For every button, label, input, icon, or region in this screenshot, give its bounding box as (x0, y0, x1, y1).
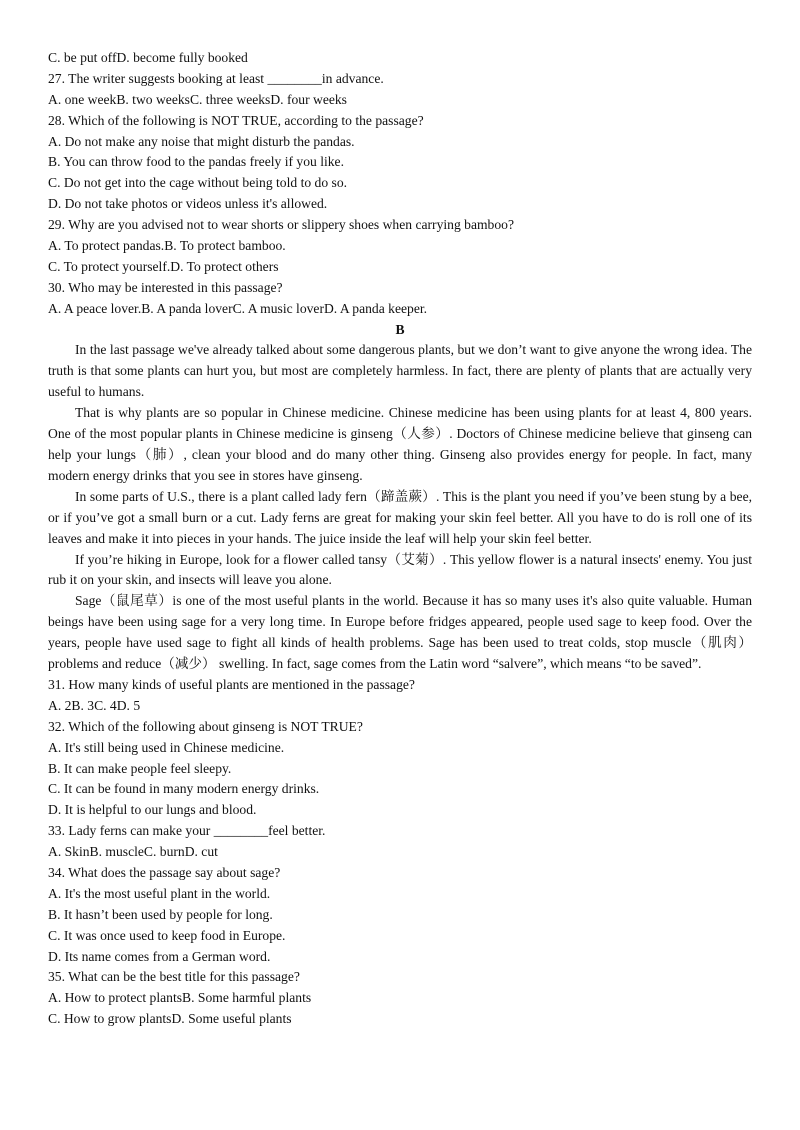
options-30: A. A peace lover.B. A panda loverC. A music loverD. A panda keeper. (48, 300, 428, 316)
question-31: 31. How many kinds of useful plants are mentioned in the passage? (48, 676, 415, 692)
section-heading: B (395, 321, 405, 337)
option-34c: C. It was once used to keep food in Europe. (48, 927, 286, 943)
question-block-bottom (48, 675, 752, 1030)
options-27: A. one weekB. two weeksC. three weeksD. four weeks (48, 91, 347, 107)
options-33: A. SkinB. muscleC. burnD. cut (48, 844, 218, 860)
options-35ab: A. How to protect plantsB. Some harmful plants (48, 990, 312, 1006)
question-28: 28. Which of the following is NOT TRUE, according to the passage? (48, 112, 424, 128)
option-34a: A. It's the most useful plant in the world. (48, 885, 271, 901)
passage-b (48, 340, 752, 675)
options-31: A. 2B. 3C. 4D. 5 (48, 697, 141, 713)
question-29: 29. Why are you advised not to wear shorts or slippery shoes when carrying bamboo? (48, 217, 514, 233)
question-block-top (48, 48, 752, 320)
option-line-26cd: C. be put offD. become fully booked (48, 50, 248, 65)
options-35cd: C. How to grow plantsD. Some useful plants (48, 1011, 292, 1027)
option-32d: D. It is helpful to our lungs and blood. (48, 802, 257, 818)
option-28c: C. Do not get into the cage without being told to do so. (48, 175, 348, 191)
question-32: 32. Which of the following about ginseng is NOT TRUE? (48, 718, 363, 734)
question-34: 34. What does the passage say about sage? (48, 864, 281, 880)
passage-paragraph: In the last passage we've already talked about some dangerous plants, but we don’t want to give anyone the wrong idea. The truth is that some plants can hurt you, but most are completely harmless. In fact, there are plenty of plants that are actually very useful to humans. (48, 342, 752, 400)
option-34b: B. It hasn’t been used by people for long. (48, 906, 273, 922)
passage-paragraph: That is why plants are so popular in Chinese medicine. Chinese medicine has been using plants for at least 4, 800 years. One of the most popular plants in Chinese medicine is ginseng（人参）. Doctors of Chinese medicine believe that ginseng can help your lungs（肺）, clean your blood and do many other thing. Ginseng also provides energy for people. In fact, many modern energy drinks that you see in stores have ginseng. (48, 405, 752, 483)
passage-paragraph: If you’re hiking in Europe, look for a flower called tansy（艾菊）. This yellow flower is a natural insects' enemy. You just rub it on your skin, and insects will leave you alone. (48, 551, 752, 588)
option-32a: A. It's still being used in Chinese medicine. (48, 739, 285, 755)
question-30: 30. Who may be interested in this passage? (48, 279, 283, 295)
option-28a: A. Do not make any noise that might disturb the pandas. (48, 133, 355, 149)
passage-paragraph: Sage（鼠尾草）is one of the most useful plants in the world. Because it has so many uses it's also quite valuable. Human beings have been using sage for a very long time. In Europe before fridges appeared, people used sage to keep food. Over the years, people have used sage to fight all kinds of health problems. Sage has been used to treat colds, stop muscle（肌肉）problems and reduce（减少） swelling. In fact, sage comes from the Latin word “salvere”, which means “to be saved”. (48, 593, 752, 672)
options-29cd: C. To protect yourself.D. To protect others (48, 258, 279, 274)
question-27: 27. The writer suggests booking at least ________in advance. (48, 70, 384, 86)
question-35: 35. What can be the best title for this passage? (48, 969, 300, 985)
options-29ab: A. To protect pandas.B. To protect bamboo. (48, 238, 286, 254)
option-34d: D. Its name comes from a German word. (48, 948, 271, 964)
option-28b: B. You can throw food to the pandas freely if you like. (48, 154, 344, 170)
option-32c: C. It can be found in many modern energy drinks. (48, 781, 320, 797)
option-32b: B. It can make people feel sleepy. (48, 760, 232, 776)
document-page (48, 48, 752, 1030)
passage-paragraph: In some parts of U.S., there is a plant called lady fern（蹄盖蕨）. This is the plant you need if you’ve been stung by a bee, or if you’ve got a small burn or a cut. Lady ferns are great for making your skin feel better. All you have to do is roll one of its leaves and make it into pieces in your hands. The juice inside the leaf will help your skin feel better. (48, 488, 752, 546)
question-33: 33. Lady ferns can make your ________feel better. (48, 823, 326, 839)
option-28d: D. Do not take photos or videos unless it's allowed. (48, 196, 328, 212)
